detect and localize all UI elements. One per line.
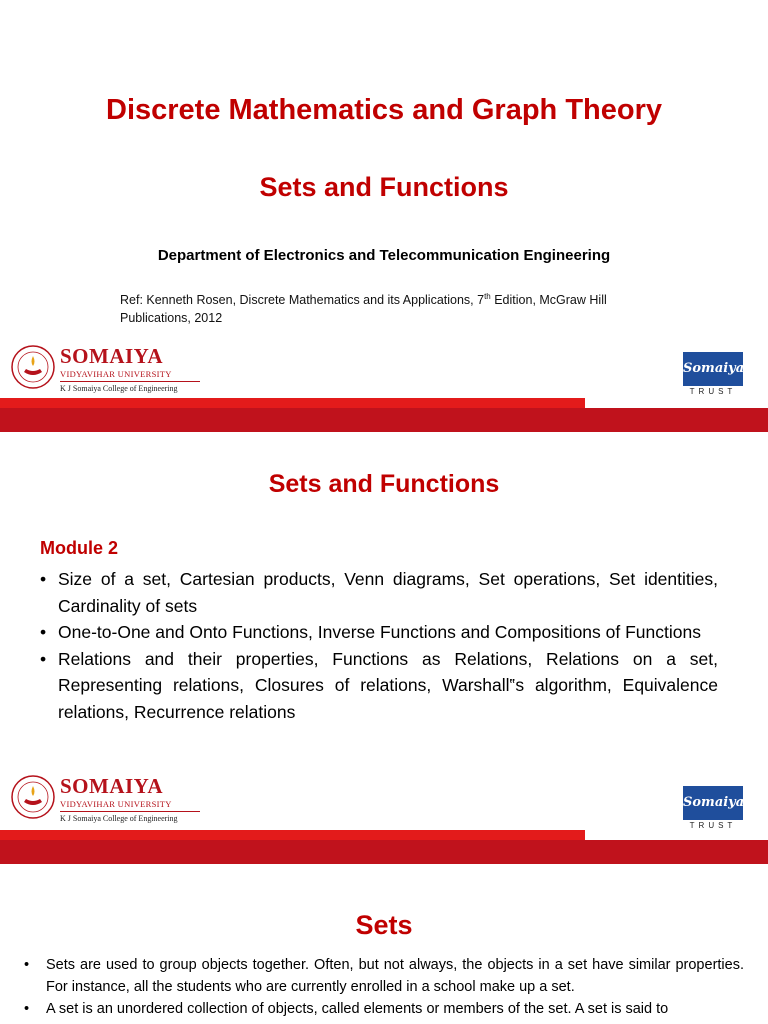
logo-college: K J Somaiya College of Engineering bbox=[60, 384, 178, 393]
list-item: • One-to-One and Onto Functions, Inverse Functions and Compositions of Functions bbox=[40, 619, 718, 646]
topic-subtitle: Sets and Functions bbox=[259, 172, 509, 202]
logo-name: SOMAIYA bbox=[60, 344, 164, 368]
footer-band-thin bbox=[0, 398, 585, 408]
somaiya-logo bbox=[10, 772, 210, 824]
ref-line-b: Edition, McGraw Hill bbox=[490, 293, 607, 308]
list-item: • Relations and their properties, Functions as Relations, Relations on a set, Representing relations, Closures of relations, Warshall‟s algorithm, Equivalence relations, Recurrence relations bbox=[40, 646, 718, 726]
footer-band bbox=[0, 840, 768, 864]
ref-line-a: Ref: Kenneth Rosen, Discrete Mathematics and its Applications, 7 bbox=[120, 293, 485, 308]
logo-college: K J Somaiya College of Engineering bbox=[60, 814, 178, 823]
slide-sets bbox=[0, 864, 768, 1024]
trust-label: TRUST bbox=[689, 387, 737, 396]
somaiya-seal-icon bbox=[10, 344, 56, 390]
module-heading: Module 2 bbox=[40, 538, 119, 558]
ref-sup: th bbox=[484, 292, 491, 301]
department-line: Department of Electronics and Telecommunication Engineering bbox=[157, 247, 611, 264]
trust-badge bbox=[683, 786, 743, 820]
list-item: • Size of a set, Cartesian products, Venn diagrams, Set operations, Set identities, Cardinality of sets bbox=[40, 566, 718, 619]
somaiya-seal-icon bbox=[10, 774, 56, 820]
logo-university: VIDYAVIHAR UNIVERSITY bbox=[60, 369, 172, 379]
list-item: • Sets are used to group objects together. Often, but not always, the objects in a set have similar properties. For instance, all the students who are currently enrolled in a school make up a set. bbox=[24, 954, 744, 998]
reference-text bbox=[120, 288, 680, 327]
footer-band bbox=[0, 408, 768, 432]
trust-script: Somaiya bbox=[683, 361, 745, 376]
somaiya-trust-logo bbox=[683, 352, 743, 400]
logo-name: SOMAIYA bbox=[60, 774, 164, 798]
slide-title: Sets and Functions bbox=[268, 470, 500, 498]
slide-module bbox=[0, 432, 768, 864]
ref-line-2: Publications, 2012 bbox=[120, 311, 223, 326]
sets-bullets bbox=[24, 954, 744, 1020]
module-topics bbox=[40, 566, 718, 725]
list-item: • A set is an unordered collection of objects, called elements or members of the set. A set is said to bbox=[24, 998, 744, 1020]
logo-university: VIDYAVIHAR UNIVERSITY bbox=[60, 799, 172, 809]
trust-script: Somaiya bbox=[683, 795, 745, 810]
course-title: Discrete Mathematics and Graph Theory bbox=[106, 94, 662, 126]
trust-badge bbox=[683, 352, 743, 386]
slide-title bbox=[0, 0, 768, 432]
trust-label: TRUST bbox=[689, 821, 737, 830]
somaiya-logo bbox=[10, 342, 210, 394]
footer-band-thin bbox=[0, 830, 585, 840]
somaiya-trust-logo bbox=[683, 786, 743, 834]
slide-title: Sets bbox=[355, 910, 413, 940]
